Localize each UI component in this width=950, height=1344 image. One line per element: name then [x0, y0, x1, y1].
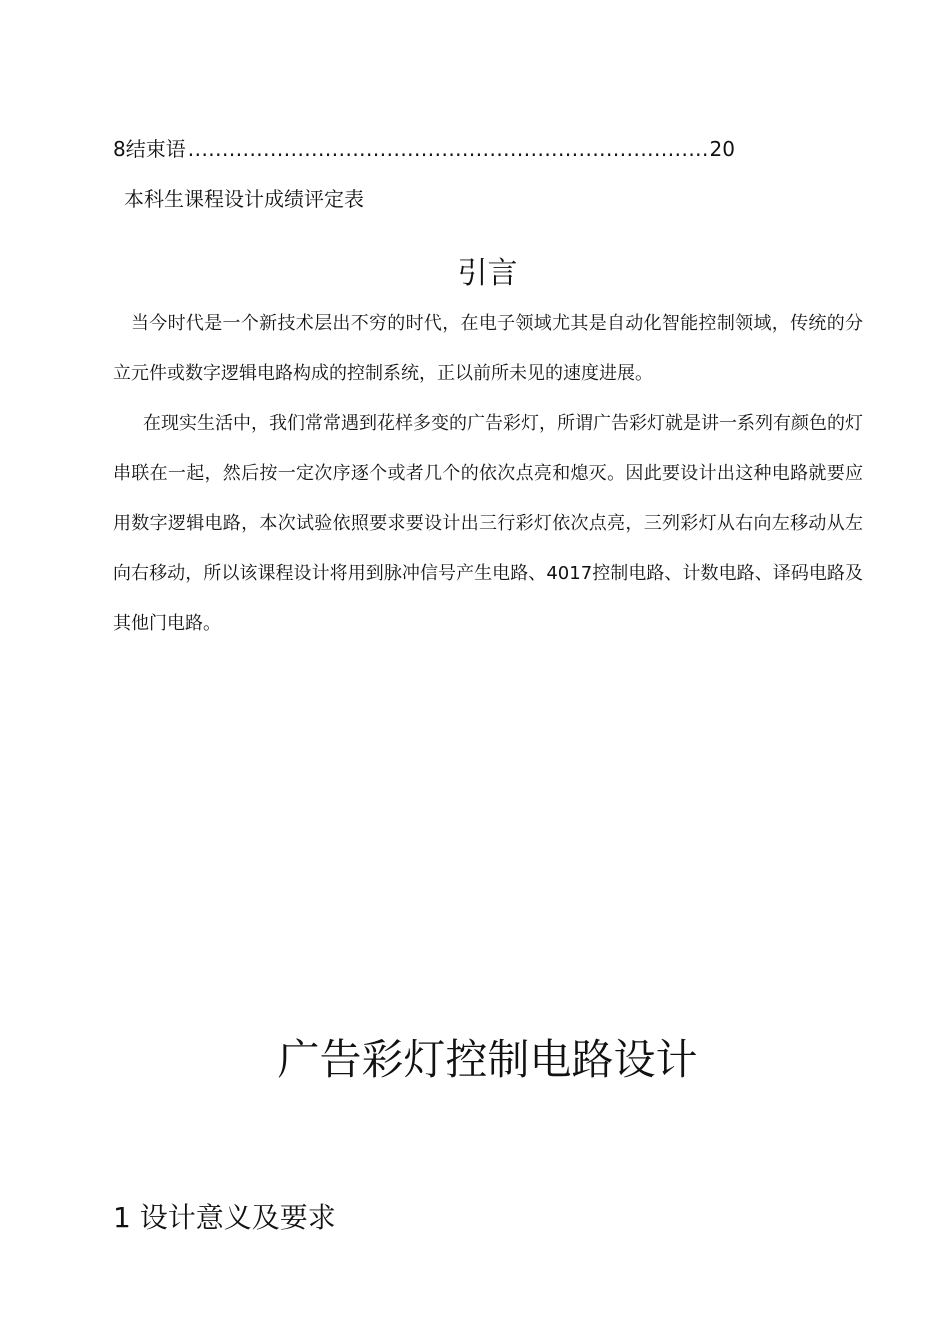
- toc-entry-page: 20: [709, 137, 735, 161]
- toc-entry-grade-table[interactable]: 本科生课程设计成绩评定表: [124, 187, 364, 211]
- intro-heading: 引言: [457, 256, 518, 291]
- document-main-title: 广告彩灯控制电路设计: [277, 1035, 698, 1084]
- intro-paragraph-2: 在现实生活中，我们常常遇到花样多变的广告彩灯，所谓广告彩灯就是讲一系列有颜色的灯串联在一起，然后按一定次序逐个或者几个的依次点亮和熄灭。因此要设计出这种电路就要应用数字逻辑电路，本次试验依照要求要设计出三行彩灯依次点亮，三列彩灯从右向左移动从左向右移动，所以该课程设计将用到脉冲信号产生电路、4017控制电路、计数电路、译码电路及其他门电路。: [113, 413, 863, 634]
- toc-entry-label: 8结束语: [113, 137, 186, 161]
- toc-entry-conclusion[interactable]: [113, 134, 735, 164]
- intro-paragraph-1: 当今时代是一个新技术层出不穷的时代，在电子领域尤其是自动化智能控制领域，传统的分立元件或数字逻辑电路构成的控制系统，正以前所未见的速度进展。: [113, 313, 863, 384]
- section-heading-1: 1 设计意义及要求: [113, 1201, 336, 1234]
- toc-leader-dots: [188, 134, 708, 164]
